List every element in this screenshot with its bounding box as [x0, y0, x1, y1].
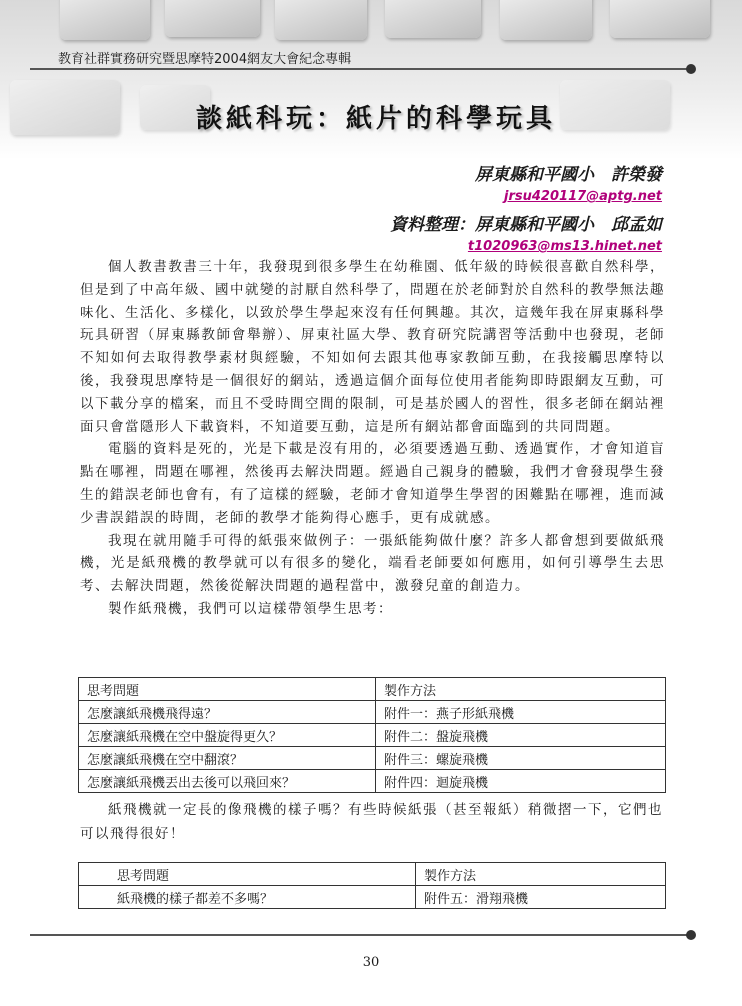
table-header-row: [79, 863, 666, 886]
thinking-table-2: [78, 862, 666, 909]
paragraph-after-table: [80, 798, 665, 846]
table-cell: 怎麼讓紙飛機飛得遠？: [79, 701, 376, 724]
table-header-cell: 思考問題: [79, 863, 416, 886]
table-cell: 紙飛機的樣子都差不多嗎？: [79, 886, 416, 909]
table-cell: 附件四：迴旋飛機: [376, 770, 666, 793]
table-header-cell: 思考問題: [79, 678, 376, 701]
article-body: [80, 256, 665, 621]
footer-rule: [30, 934, 692, 936]
table-cell: 怎麼讓紙飛機丟出去後可以飛回來？: [79, 770, 376, 793]
paragraph: 電腦的資料是死的，光是下載是沒有用的，必須要透過互動、透過實作，才會知道盲點在哪裡，問題在哪裡，然後再去解決問題。經過自己親身的體驗，我們才會發現學生發生的錯誤老師也會有，有了這樣的經驗，老師才會知道學生學習的困難點在哪裡，進而減少書誤錯誤的時間，老師的教學才能夠得心應手，更有成就感。: [80, 441, 665, 526]
table-row: [79, 701, 666, 724]
table-cell: 怎麼讓紙飛機在空中翻滾？: [79, 747, 376, 770]
paragraph: 紙飛機就一定長的像飛機的樣子嗎？有些時候紙張（甚至報紙）稍微摺一下，它們也可以飛得很好！: [80, 802, 663, 842]
footer-dot: [686, 930, 696, 940]
table-cell: 附件一：燕子形紙飛機: [376, 701, 666, 724]
author-block: [390, 160, 662, 260]
paragraph: 製作紙飛機，我們可以這樣帶領學生思考：: [108, 600, 393, 617]
table-row: [79, 770, 666, 793]
header-background: [0, 0, 742, 160]
table-cell: 附件五：滑翔飛機: [416, 886, 666, 909]
author-email-link[interactable]: jrsu420117@aptg.net: [504, 189, 662, 204]
thinking-table-1: [78, 677, 666, 793]
article-title: 談紙科玩：紙片的科學玩具: [196, 104, 557, 134]
table-cell: 附件三：螺旋飛機: [376, 747, 666, 770]
table-header-row: [79, 678, 666, 701]
table-row: [79, 886, 666, 909]
table-cell: 附件二：盤旋飛機: [376, 724, 666, 747]
table-row: [79, 724, 666, 747]
table-cell: 怎麼讓紙飛機在空中盤旋得更久？: [79, 724, 376, 747]
table-row: [79, 747, 666, 770]
table-header-cell: 製作方法: [376, 678, 666, 701]
paragraph: 個人教書教書三十年，我發現到很多學生在幼稚園、低年級的時候很喜歡自然科學，但是到了中高年級、國中就變的討厭自然科學了，問題在於老師對於自然科的教學無法趣味化、生活化、多樣化，以致於學生學起來沒有任何興趣。其次，這幾年我在屏東縣科學玩具研習（屏東縣教師會舉辦）、屏東社區大學、教育研究院講習等活動中也發現，老師不知如何去取得教學素材與經驗，不知如何去跟其他專家教師互動，在我接觸思摩特以後，我發現思摩特是一個很好的網站，透過這個介面每位使用者能夠即時跟網友互動，可以下載分享的檔案，而且不受時間空間的限制，可是基於國人的習性，很多老師在網站裡面只會當隱形人下載資料，不知道要互動，這是所有網站都會面臨到的共同問題。: [80, 259, 665, 435]
keyboard-photo: [0, 0, 742, 160]
table-header-cell: 製作方法: [416, 863, 666, 886]
journal-title: 教育社群實務研究暨思摩特2004網友大會紀念專輯: [58, 52, 352, 67]
page-number: 30: [362, 955, 380, 970]
editor-email-link[interactable]: t1020963@ms13.hinet.net: [467, 239, 662, 254]
paragraph: 我現在就用隨手可得的紙張來做例子：一張紙能夠做什麼？許多人都會想到要做紙飛機，光是紙飛機的教學就可以有很多的變化，端看老師要如何應用，如何引導學生去思考、去解決問題，然後從解決問題的過程當中，激發兒童的創造力。: [80, 532, 665, 595]
author-line: 屏東縣和平國小 許榮發: [475, 165, 662, 185]
header-dot: [686, 64, 696, 74]
editor-line: 資料整理：屏東縣和平國小 邱孟如: [390, 215, 662, 235]
